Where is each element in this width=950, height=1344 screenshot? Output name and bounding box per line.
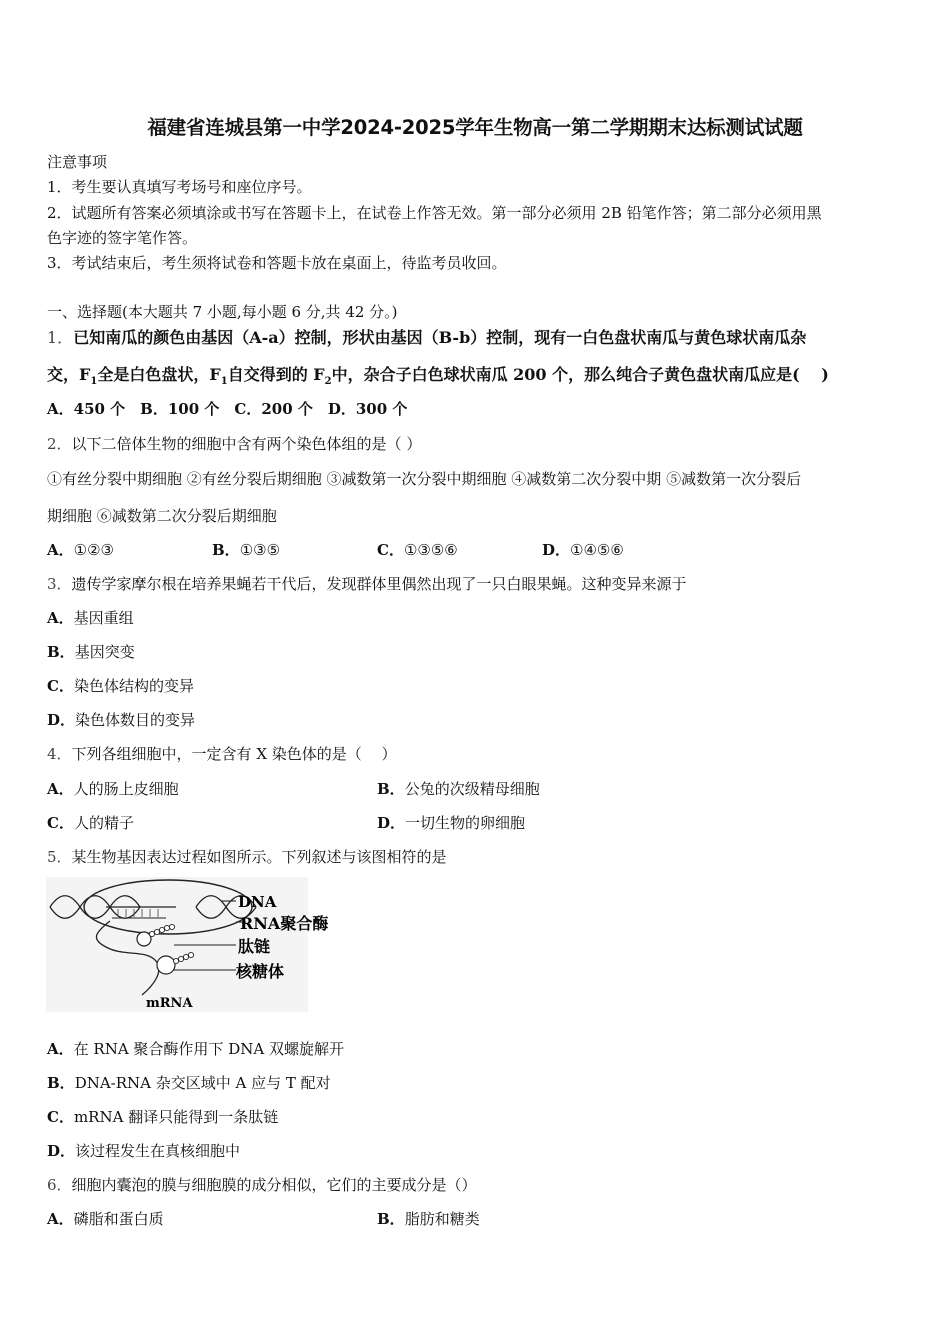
subscript: 1 <box>90 376 98 388</box>
option-text: DNA-RNA 杂交区域中 A 应与 T 配对 <box>74 1074 331 1092</box>
section-heading: 一、选择题(本大题共 7 小题,每小题 6 分,共 42 分。) <box>47 303 398 321</box>
stem-part: 中，杂合子白色球状南瓜 200 个，那么纯合子黄色盘状南瓜应是( ) <box>331 365 829 384</box>
page-title: 福建省连城县第一中学2024-2025学年生物高一第二学期期末达标测试试题 <box>147 116 803 139</box>
option-text: ①②③ <box>73 541 114 559</box>
stem-part: 自交得到的 F <box>227 365 325 384</box>
question-stem: 细胞内囊泡的膜与细胞膜的成分相似，它们的主要成分是（） <box>71 1176 477 1194</box>
notice-item: 1．考生要认真填写考场号和座位序号。 <box>47 178 312 196</box>
option-label: C． <box>47 1108 74 1126</box>
option-text: mRNA 翻译只能得到一条肽链 <box>73 1108 279 1126</box>
option-a <box>47 608 134 628</box>
notice-item: 3．考试结束后，考生须将试卷和答题卡放在桌面上，待监考员收回。 <box>47 254 507 272</box>
question-6 <box>47 1175 477 1195</box>
option-a <box>47 540 114 560</box>
option-label: D． <box>377 814 406 832</box>
option-text: ①③⑤⑥ <box>403 541 458 559</box>
option-label: A． <box>47 780 74 798</box>
question-2-line2: ①有丝分裂中期细胞 ②有丝分裂后期细胞 ③减数第一次分裂中期细胞 ④减数第二次分裂中期 ⑤减数第一次分裂后 <box>47 470 802 488</box>
option-b <box>212 540 280 560</box>
question-stem: 已知南瓜的颜色由基因（A-a）控制，形状由基因（B-b）控制，现有一白色盘状南瓜与黄色球状南瓜杂 <box>73 328 807 347</box>
option-label: A． <box>47 1040 74 1058</box>
question-1-line2 <box>47 365 829 392</box>
option-d <box>47 710 195 730</box>
question-number: 1． <box>47 328 74 347</box>
option-label: A． <box>47 1210 74 1228</box>
option-label: D． <box>542 541 571 559</box>
option-text: 基因重组 <box>73 609 134 627</box>
question-number: 4． <box>47 745 72 763</box>
gene-expression-figure <box>46 877 336 1012</box>
option-b <box>377 1209 480 1229</box>
option-a <box>47 779 179 799</box>
question-stem: 以下二倍体生物的细胞中含有两个染色体组的是（ ） <box>71 435 422 453</box>
option-text: ①③⑤ <box>239 541 281 559</box>
option-a <box>47 1039 344 1059</box>
option-label: B． <box>47 1074 75 1092</box>
option-a <box>47 1209 164 1229</box>
option-c <box>47 1107 278 1127</box>
option-c <box>47 813 134 833</box>
question-3 <box>47 574 687 594</box>
label-ribosome: 核糖体 <box>236 962 285 981</box>
notice-heading: 注意事项 <box>47 153 108 171</box>
option-label: B． <box>212 541 240 559</box>
option-d <box>377 813 525 833</box>
stem-part: 交，F <box>47 365 91 384</box>
ribosome-icon <box>137 932 151 946</box>
option-c <box>377 540 458 560</box>
option-label: C． <box>47 814 74 832</box>
option-label: C． <box>47 677 74 695</box>
gene-expression-diagram <box>46 877 336 1012</box>
option-text: 基因突变 <box>74 643 135 661</box>
option-text: 一切生物的卵细胞 <box>405 814 526 832</box>
label-mrna: mRNA <box>146 996 193 1011</box>
option-text: 染色体结构的变异 <box>73 677 194 695</box>
option-label: B． <box>377 1210 405 1228</box>
question-1 <box>47 328 806 348</box>
option-text: 人的肠上皮细胞 <box>73 780 179 798</box>
question-number: 6． <box>47 1176 72 1194</box>
notice-item: 色字迹的签字笔作答。 <box>47 229 198 247</box>
option-text: 磷脂和蛋白质 <box>73 1210 164 1228</box>
option-label: A． <box>47 541 74 559</box>
option-text: 在 RNA 聚合酶作用下 DNA 双螺旋解开 <box>73 1040 344 1058</box>
notice-item: 2．试题所有答案必须填涂或书写在答题卡上，在试卷上作答无效。第一部分必须用 2B 铅笔作答；第二部分必须用黑 <box>47 204 822 222</box>
question-2 <box>47 434 421 454</box>
subscript: 1 <box>220 376 228 388</box>
option-d <box>542 540 624 560</box>
option-label: B． <box>47 643 75 661</box>
option-label: D． <box>47 711 76 729</box>
option-d <box>47 1141 240 1161</box>
option-b <box>47 642 135 662</box>
label-dna: DNA <box>238 893 277 911</box>
question-2-line3: 期细胞 ⑥减数第二次分裂后期细胞 <box>47 507 277 525</box>
option-label: D． <box>47 1142 76 1160</box>
option-b <box>377 779 540 799</box>
question-stem: 遗传学家摩尔根在培养果蝇若干代后，发现群体里偶然出现了一只白眼果蝇。这种变异来源于 <box>71 575 687 593</box>
option-text: 脂肪和糖类 <box>404 1210 480 1228</box>
question-stem: 某生物基因表达过程如图所示。下列叙述与该图相符的是 <box>71 848 447 866</box>
question-number: 2． <box>47 435 72 453</box>
question-number: 5． <box>47 848 72 866</box>
option-c <box>47 676 194 696</box>
question-stem: 下列各组细胞中，一定含有 X 染色体的是（ ） <box>71 745 397 763</box>
question-number: 3． <box>47 575 72 593</box>
question-4 <box>47 744 397 764</box>
ribosome-icon <box>157 956 175 974</box>
label-rna-polymerase: RNA聚合酶 <box>240 914 329 933</box>
option-text: 该过程发生在真核细胞中 <box>75 1142 241 1160</box>
option-text: 染色体数目的变异 <box>75 711 196 729</box>
option-b <box>47 1073 331 1093</box>
label-peptide: 肽链 <box>238 937 271 956</box>
option-text: 人的精子 <box>73 814 134 832</box>
option-label: B． <box>377 780 405 798</box>
option-text: 公兔的次级精母细胞 <box>404 780 540 798</box>
option-label: C． <box>377 541 404 559</box>
option-label: A． <box>47 609 74 627</box>
question-5 <box>47 847 447 867</box>
option-text: ①④⑤⑥ <box>570 541 624 559</box>
stem-part: 全是白色盘状，F <box>97 365 221 384</box>
question-1-options: A．450 个 B．100 个 C．200 个 D．300 个 <box>47 400 408 418</box>
subscript: 2 <box>324 376 332 388</box>
